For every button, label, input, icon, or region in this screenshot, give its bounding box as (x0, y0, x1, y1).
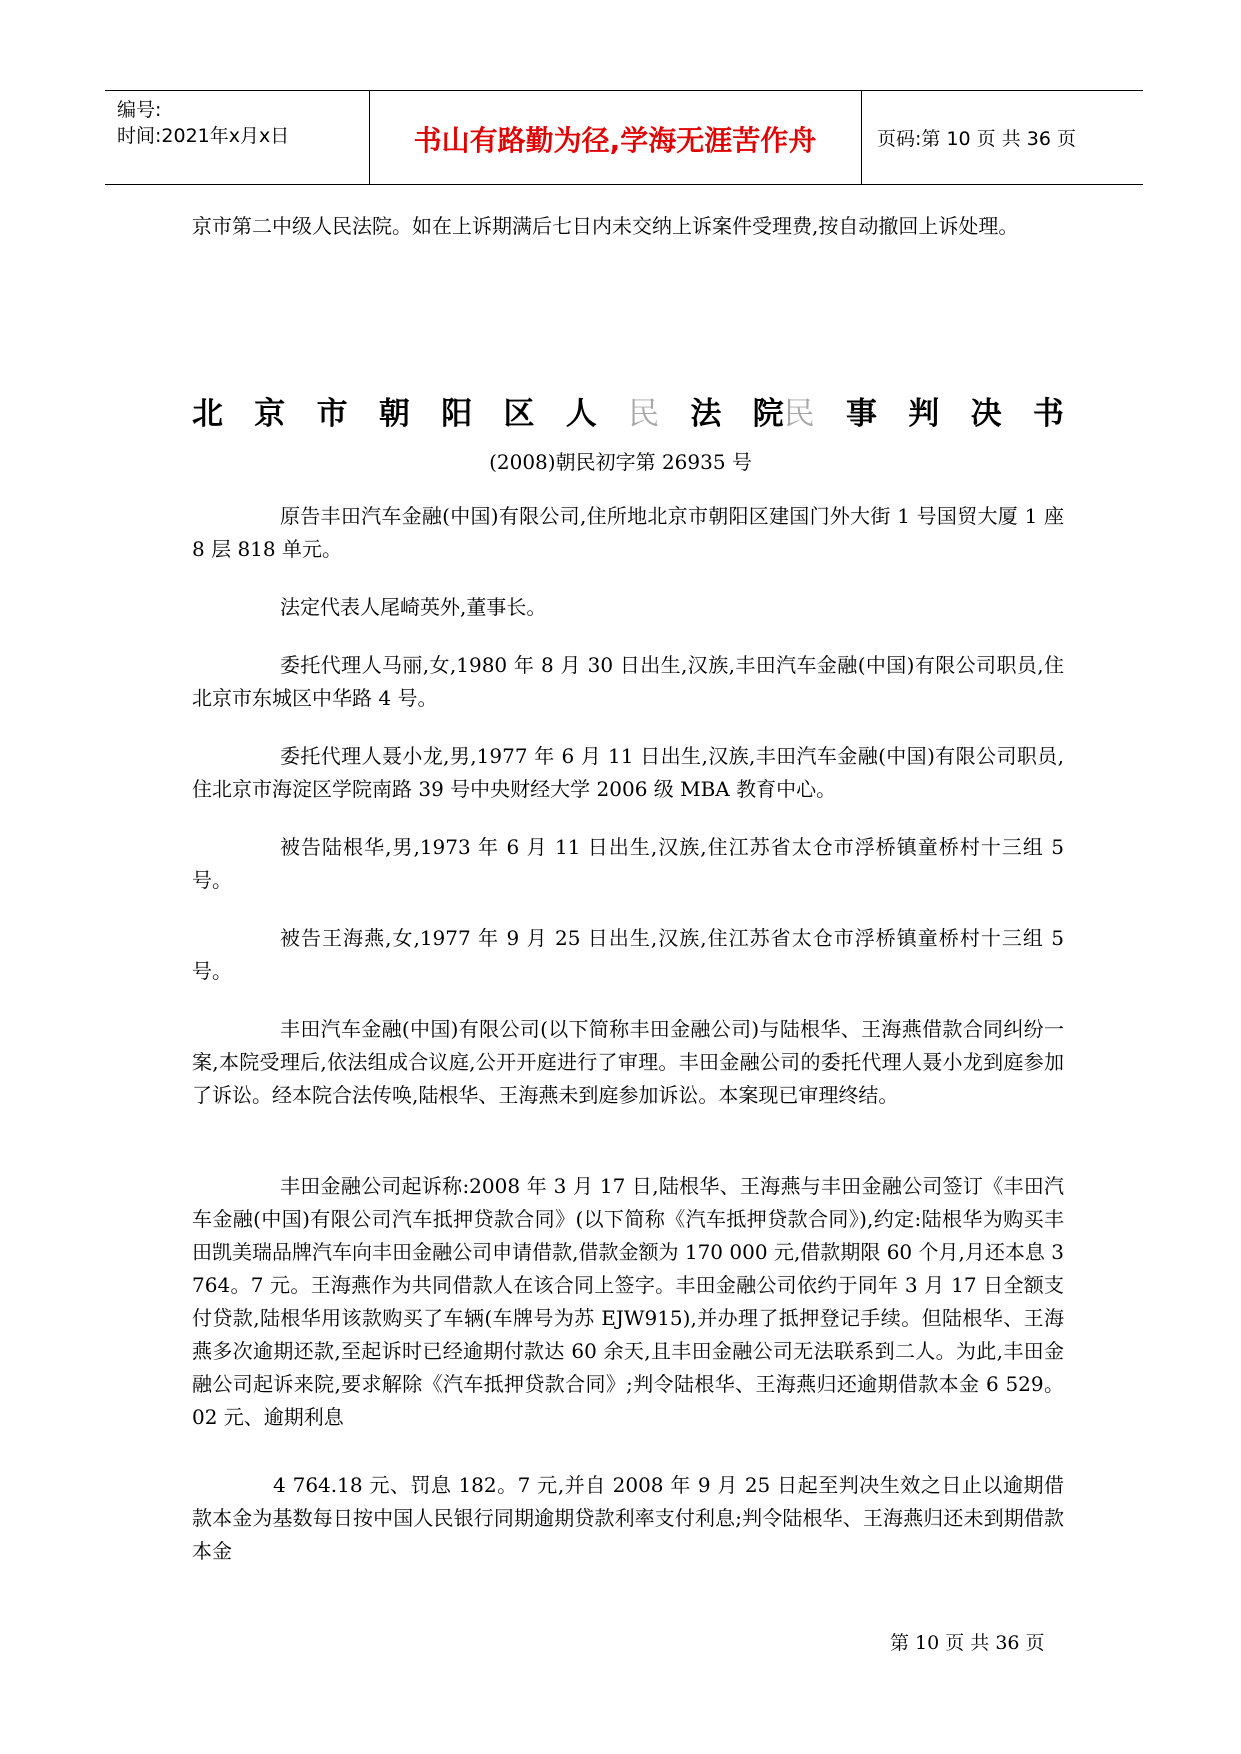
document-number-label: 编号: (117, 99, 162, 121)
paragraph-case-summary: 丰田汽车金融(中国)有限公司(以下简称丰田金融公司)与陆根华、王海燕借款合同纠纷一案,本院受理后,依法组成合议庭,公开开庭进行了审理。丰田金融公司的委托代理人聂小龙到庭参加了诉讼。经本院合法传唤,陆根华、王海燕未到庭参加诉讼。本案现已审理终结。 (192, 1017, 1064, 1107)
header-motto: 书山有路勤为径,学海无涯苦作舟 (413, 124, 817, 157)
paragraph-claims: 丰田金融公司起诉称:2008 年 3 月 17 日,陆根华、王海燕与丰田金融公司签订《丰田汽车金融(中国)有限公司汽车抵押贷款合同》(以下简称《汽车抵押贷款合同》),约定:陆根华为购买丰田凯美瑞品牌汽车向丰田金融公司申请借款,借款金额为 170 000 元,借款期限 60 个月,月还本息 3 764。7 元。王海燕作为共同借款人在该合同上签字。丰田金融公司依约于同年 3 月 17 日全额支付贷款,陆根华用该款购买了车辆(车牌号为苏 EJW915),并办理了抵押登记手续。但陆根华、王海燕多次逾期还款,至起诉时已经逾期付款达 60 余天,且丰田金融公司无法联系到二人。为此,丰田金融公司起诉来院,要求解除《汽车抵押贷款合同》;判令陆根华、王海燕归还逾期借款本金 6 529。02 元、逾期利息 (192, 1174, 1064, 1429)
header-middle-cell (369, 91, 862, 184)
paragraph-agent-2: 委托代理人聂小龙,男,1977 年 6 月 11 日出生,汉族,丰田汽车金融(中国)有限公司职员,住北京市海淀区学院南路 39 号中央财经大学 2006 级 MBA 教育中心。 (192, 744, 1064, 801)
case-number: (2008)朝民初字第 26935 号 (489, 450, 752, 474)
paragraph-agent-1: 委托代理人马丽,女,1980 年 8 月 30 日出生,汉族,丰田汽车金融(中国)有限公司职员,住北京市东城区中华路 4 号。 (192, 653, 1064, 710)
title-char: 决 (970, 396, 1002, 432)
title-char: 事 (845, 396, 877, 432)
title-char-mixed: 院民 (752, 396, 815, 432)
title-char: 书 (1032, 396, 1064, 432)
continued-text: 京市第二中级人民法院。如在上诉期满后七日内未交纳上诉案件受理费,按自动撤回上诉处理。 (192, 214, 1019, 238)
paragraph-defendant-2: 被告王海燕,女,1977 年 9 月 25 日出生,汉族,住江苏省太仓市浮桥镇童桥村十三组 5 号。 (192, 926, 1064, 983)
paragraph-plaintiff: 原告丰田汽车金融(中国)有限公司,住所地北京市朝阳区建国门外大街 1 号国贸大厦 1 座 8 层 818 单元。 (192, 504, 1064, 561)
paragraph-defendant-1: 被告陆根华,男,1973 年 6 月 11 日出生,汉族,住江苏省太仓市浮桥镇童桥村十三组 5 号。 (192, 835, 1064, 892)
title-char-faded: 民 (628, 396, 660, 432)
header-page-info: 页码:第 10 页 共 36 页 (877, 128, 1076, 150)
header-right-cell (861, 91, 1143, 184)
header-left-cell (105, 91, 370, 184)
title-char: 区 (503, 396, 535, 432)
title-char: 北 (192, 396, 223, 432)
title-char: 判 (908, 396, 940, 432)
title-char: 人 (565, 396, 597, 432)
paragraph-legal-representative: 法定代表人尾崎英外,董事长。 (280, 595, 547, 619)
page-header (105, 90, 1143, 185)
title-char: 阳 (441, 396, 473, 432)
paragraph-claims-continued: 4 764.18 元、罚息 182。7 元,并自 2008 年 9 月 25 日起至判决生效之日止以逾期借款本金为基数每日按中国人民银行同期逾期贷款利率支付利息;判令陆根华、王海燕归还未到期借款本金 (192, 1473, 1064, 1563)
document-title (192, 388, 1064, 433)
title-char: 朝 (378, 396, 410, 432)
page-footer: 第 10 页 共 36 页 (890, 1632, 1045, 1654)
title-char: 京 (254, 396, 286, 432)
title-char: 市 (316, 396, 348, 432)
title-char: 法 (690, 396, 722, 432)
document-time-label: 时间:2021年x月x日 (117, 125, 290, 147)
